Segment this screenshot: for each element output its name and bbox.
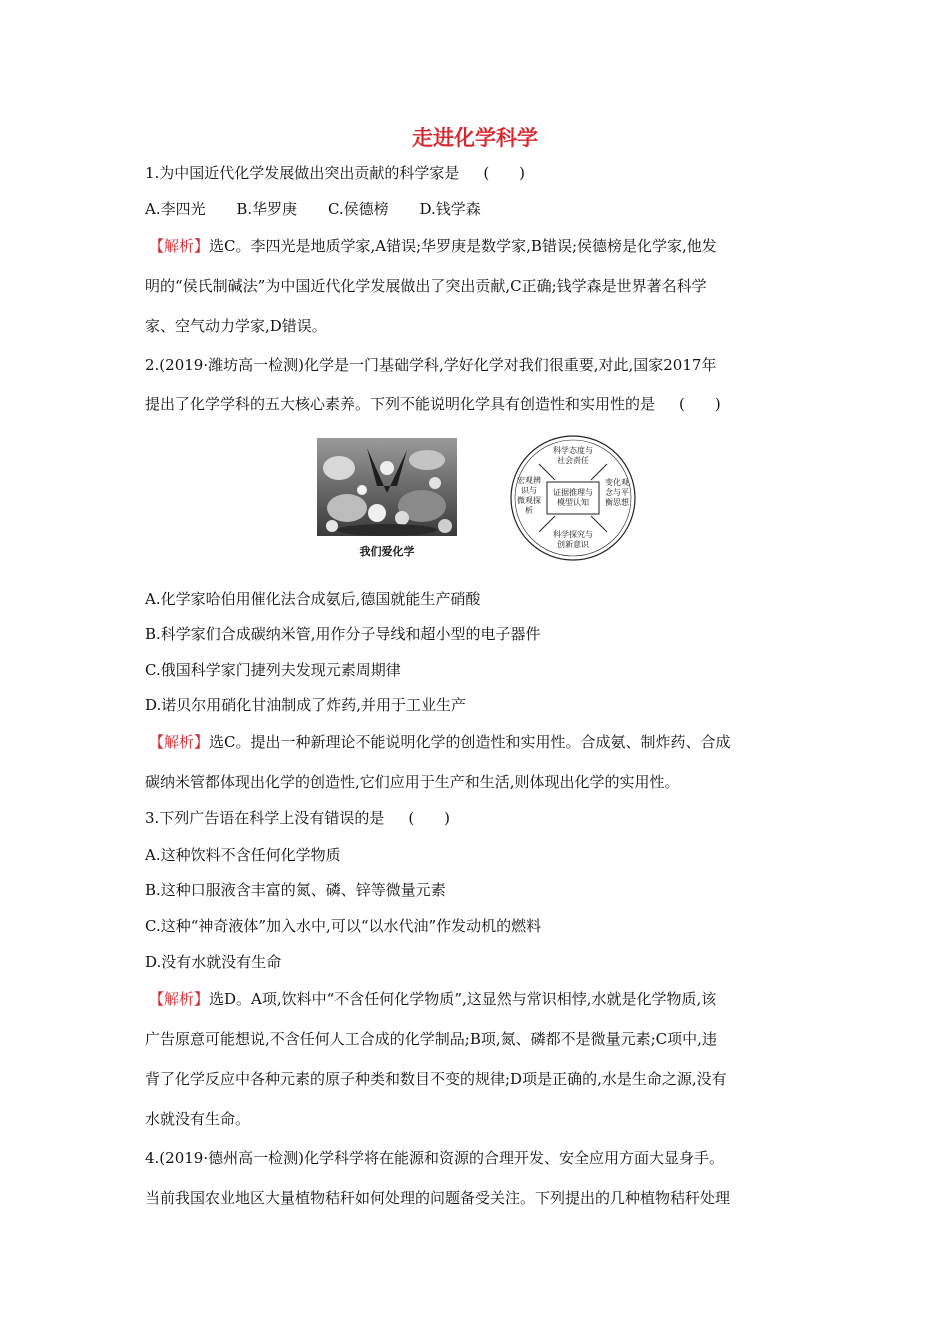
page-title: 走进化学科学 [412, 126, 538, 150]
wheel-center: 证据推理与 模型认知 [553, 488, 593, 507]
q3-analysis-line: 广告原意可能想说,不含任何人工合成的化学制品;B项,氮、磷都不是微量元素;C项中,违 [145, 1030, 717, 1048]
q3-option-b: B.这种口服液含丰富的氮、磷、锌等微量元素 [145, 881, 446, 899]
wheel-bottom: 科学探究与 创新意识 [553, 530, 593, 549]
q1-analysis-line [149, 236, 717, 256]
q1-option-d: D.钱学森 [419, 200, 481, 218]
q2-analysis-text: 选C。提出一种新理论不能说明化学的创造性和实用性。合成氨、制炸药、合成 [209, 733, 731, 751]
q1-analysis-line: 明的“侯氏制碱法”为中国近代化学发展做出了突出贡献,C正确;钱学森是世界著名科学 [145, 277, 707, 295]
q3-stem-line [145, 808, 450, 828]
core-literacy-wheel [509, 434, 637, 562]
q2-option-d: D.诺贝尔用硝化甘油制成了炸药,并用于工业生产 [145, 696, 467, 714]
q2-answer-paren: ( ) [679, 395, 721, 413]
q2-option-c: C.俄国科学家门捷列夫发现元素周期律 [145, 661, 401, 679]
q2-stem: 提出了化学学科的五大核心素养。下列不能说明化学具有创造性和实用性的是 [145, 395, 656, 413]
analysis-tag: 【解析】 [149, 990, 210, 1008]
analysis-tag: 【解析】 [149, 237, 210, 255]
q2-analysis-line: 碳纳米管都体现出化学的创造性,它们应用于生产和生活,则体现出化学的实用性。 [145, 773, 680, 791]
wheel-top: 科学态度与 社会责任 [553, 446, 593, 465]
q1-stem-line [145, 163, 525, 183]
wheel-left: 宏观辨 识与 微观探 析 [517, 476, 541, 515]
q3-analysis-text: 选D。A项,饮料中“不含任何化学物质”,这显然与常识相悖,水就是化学物质,该 [209, 990, 717, 1008]
q1-answer-paren: ( ) [483, 164, 526, 182]
q1-option-c: C.侯德榜 [327, 200, 389, 218]
wheel-right: 变化观 念与平 衡思想 [605, 478, 629, 507]
q1-option-b: B.华罗庚 [236, 200, 298, 218]
q3-analysis-line [149, 989, 716, 1009]
q2-option-a: A.化学家哈伯用催化法合成氨后,德国就能生产硝酸 [145, 590, 481, 608]
q2-option-b: B.科学家们合成碳纳米管,用作分子导线和超小型的电子器件 [145, 625, 541, 643]
photo-illustration [317, 438, 457, 536]
photo-caption: 我们爱化学 [359, 545, 415, 558]
q3-option-a: A.这种饮料不含任何化学物质 [145, 846, 341, 864]
chemistry-photo [317, 438, 457, 536]
q2-stem-line: 2.(2019·潍坊高一检测)化学是一门基础学科,学好化学对我们很重要,对此,国家2017年 [145, 356, 717, 374]
q3-option-d: D.没有水就没有生命 [145, 953, 282, 971]
analysis-tag: 【解析】 [149, 733, 210, 751]
q3-option-c: C.这种“神奇液体”加入水中,可以“以水代油”作发动机的燃料 [145, 917, 542, 935]
q3-analysis-line: 背了化学反应中各种元素的原子种类和数目不变的规律;D项是正确的,水是生命之源,没有 [145, 1070, 727, 1088]
q3-analysis-line: 水就没有生命。 [145, 1110, 251, 1128]
q1-analysis-text: 选C。李四光是地质学家,A错误;华罗庚是数学家,B错误;侯德榜是化学家,他发 [209, 237, 717, 255]
q1-analysis-line: 家、空气动力学家,D错误。 [145, 317, 327, 335]
q2-stem-line [145, 394, 721, 414]
q1-stem: 1.为中国近代化学发展做出突出贡献的科学家是 [145, 164, 460, 182]
q3-stem: 3.下列广告语在科学上没有错误的是 [145, 809, 385, 827]
q3-answer-paren: ( ) [408, 809, 451, 827]
q4-stem-line: 4.(2019·德州高一检测)化学科学将在能源和资源的合理开发、安全应用方面大显身手。 [145, 1149, 724, 1167]
q1-options [145, 199, 507, 219]
q4-stem-line: 当前我国农业地区大量植物秸秆如何处理的问题备受关注。下列提出的几种植物秸秆处理 [145, 1189, 731, 1207]
q2-analysis-line [149, 732, 731, 752]
q1-option-a: A.李四光 [145, 200, 206, 218]
